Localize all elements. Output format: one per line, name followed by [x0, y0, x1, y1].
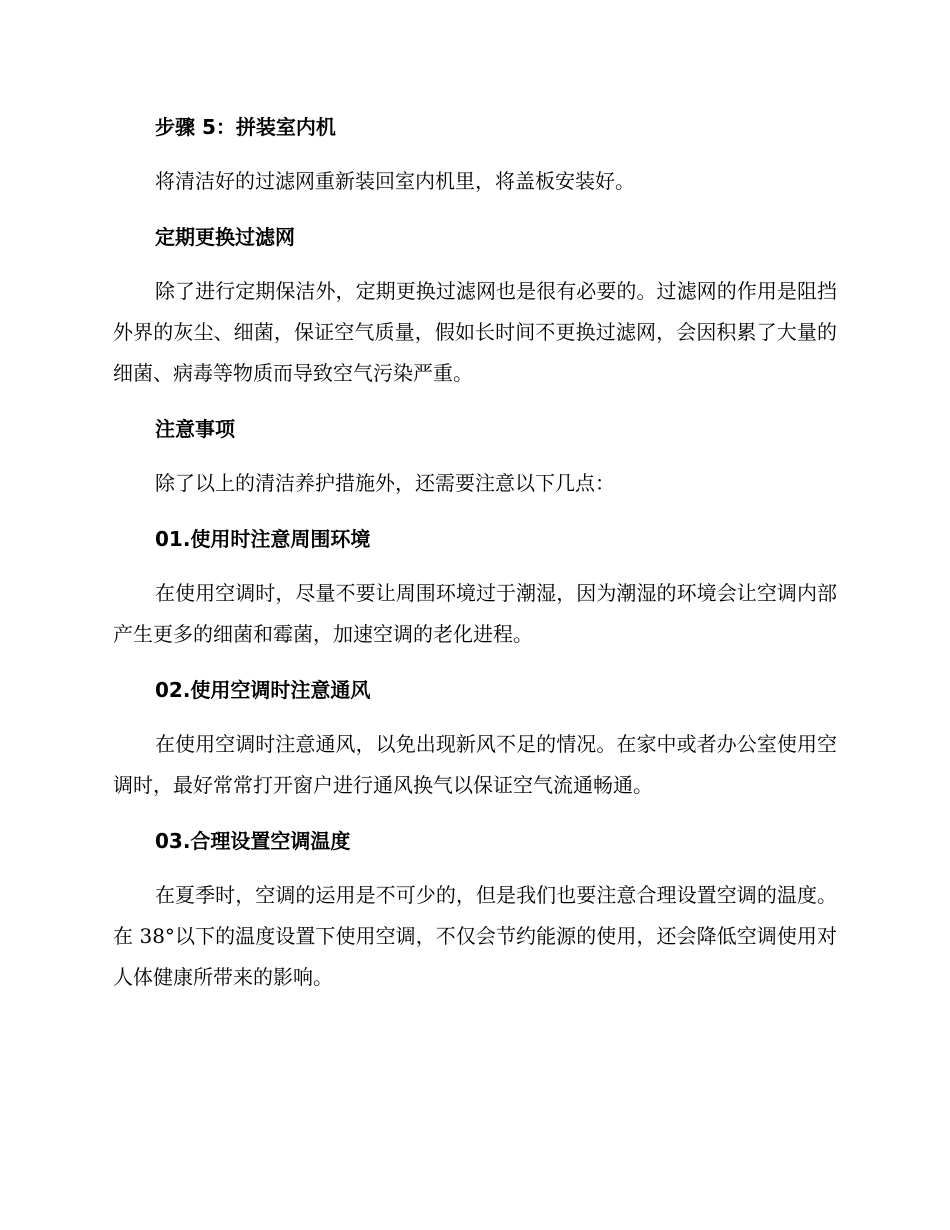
section-paragraph-replace-filter: 除了进行定期保洁外，定期更换过滤网也是很有必要的。过滤网的作用是阻挡外界的灰尘、细菌，保证空气质量，假如长时间不更换过滤网，会因积累了大量的细菌、病毒等物质而导致空气污染严重。 [113, 279, 837, 385]
section-paragraph-reassemble: 将清洁好的过滤网重新装回室内机里，将盖板安装好。 [155, 169, 635, 193]
section-heading-notes: 注意事项 [155, 417, 235, 441]
section-paragraph-temperature: 在夏季时，空调的运用是不可少的，但是我们也要注意合理设置空调的温度。在 38°以下的温度设置下使用空调，不仅会节约能源的使用，还会降低空调使用对人体健康所带来的影响。 [113, 883, 837, 989]
section-heading-environment: 01.使用时注意周围环境 [155, 527, 371, 551]
section-paragraph-notes: 除了以上的清洁养护措施外，还需要注意以下几点： [155, 471, 615, 495]
section-heading-temperature: 03.合理设置空调温度 [155, 829, 351, 853]
section-heading-ventilation: 02.使用空调时注意通风 [155, 678, 371, 702]
section-heading-reassemble: 步骤 5：拼装室内机 [155, 115, 336, 139]
section-heading-replace-filter: 定期更换过滤网 [155, 225, 295, 249]
document-body [113, 108, 837, 998]
section-paragraph-environment: 在使用空调时，尽量不要让周围环境过于潮湿，因为潮湿的环境会让空调内部产生更多的细菌和霉菌，加速空调的老化进程。 [113, 581, 837, 646]
section-paragraph-ventilation: 在使用空调时注意通风，以免出现新风不足的情况。在家中或者办公室使用空调时，最好常常打开窗户进行通风换气以保证空气流通畅通。 [113, 732, 837, 797]
